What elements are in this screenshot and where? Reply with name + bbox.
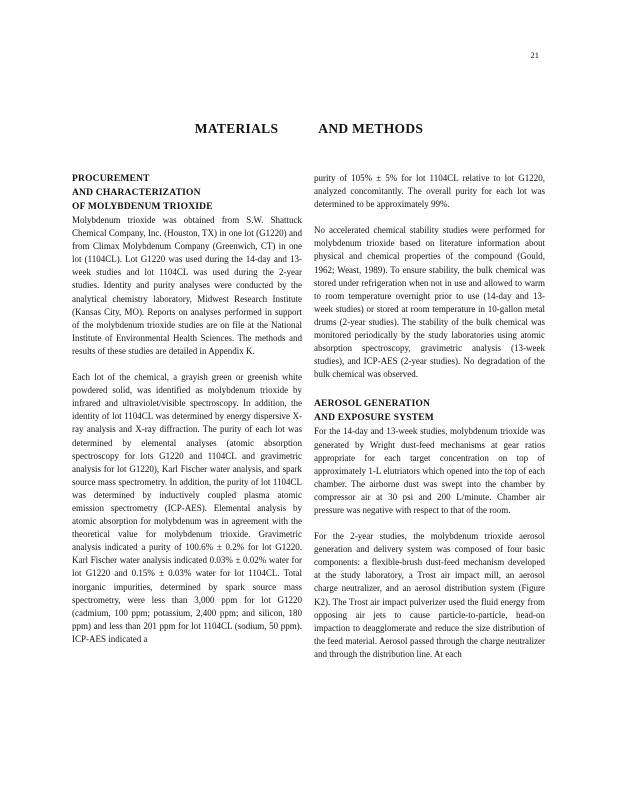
- section-title: [0, 121, 618, 137]
- heading-line: OF MOLYBDENUM TRIOXIDE: [72, 202, 213, 212]
- subsection-heading-procurement: [72, 172, 302, 214]
- paragraph: For the 2-year studies, the molybdenum trioxide aerosol generation and delivery system was composed of four basic components: a flexible-brush dust-feed mechanism developed at the study laboratory, a Trost air impact mill, an aerosol charge neutralizer, and an aerosol distribution system (Figure K2). The Trost air impact pulverizer used the fluid energy from opposing air jets to cause particle-to-particle, head-on impaction to deagglomerate and reduce the size distribution of the feed material. Aerosol passed through the charge neutralizer and through the distribution line. At each: [314, 531, 545, 659]
- paragraph: Each lot of the chemical, a grayish green or greenish white powdered solid, was identified as molybdenum trioxide by infrared and ultraviolet/visible spectroscopy. In addition, the identity of lot 1104CL was determined by energy dispersive X-ray analysis and X-ray diffraction. The purity of each lot was determined by elemental analyses (atomic absorption spectroscopy for lots G1220 and 1104CL and gravimetric analysis for lot G1220), Karl Fischer water analysis, and spark source mass spectrometry. In addition, the purity of lot 1104CL was determined by inductively coupled plasma atomic emission spectrometry (ICP-AES). Elemental analysis by atomic absorption for molybdenum was in agreement with the theoretical value for molybdenum trioxide. Gravimetric analysis indicated a purity of 100.6% ± 0.2% for lot G1220. Karl Fischer water analysis indicated 0.03% ± 0.02% water for lot G1220 and 0.15% ± 0.03% water for lot 1104CL. Total inorganic impurities, determined by spark source mass spectrometry, were less than 3,000 ppm for lot G1220 (cadmium, 100 ppm; potassium, 2,400 ppm; and silicon, 180 ppm) and less than 201 ppm for lot 1104CL (sodium, 50 ppm). ICP-AES indicated a: [72, 372, 302, 644]
- section-title-part1: MATERIALS: [194, 121, 279, 136]
- heading-line: AND CHARACTERIZATION: [72, 188, 201, 198]
- left-column: [72, 172, 302, 659]
- heading-line: AND EXPOSURE SYSTEM: [314, 413, 434, 424]
- right-column: [314, 172, 545, 674]
- paragraph: purity of 105% ± 5% for lot 1104CL relative to lot G1220, analyzed concomitantly. The overall purity for each lot was determined to be approximately 99%.: [314, 173, 545, 210]
- paragraph: No accelerated chemical stability studies were performed for molybdenum trioxide based on literature information about physical and chemical properties of the compound (Gould, 1962; Weast, 1989). To ensure stability, the bulk chemical was stored under refrigeration when not in use and allowed to warm to room temperature overnight prior to use (14-day and 13-week studies) or stored at room temperature in 10-gallon metal drums (2-year studies). The stability of the bulk chemical was monitored periodically by the study laboratories using atomic absorption spectroscopy, gravimetric analysis (13-week studies), and ICP-AES (2-year studies). No degradation of the bulk chemical was observed.: [314, 225, 545, 380]
- paragraph: Molybdenum trioxide was obtained from S.W. Shattuck Chemical Company, Inc. (Houston, TX) in one lot (G1220) and from Climax Molybdenum Company (Greenwich, CT) in one lot (1104CL). Lot G1220 was used during the 14-day and 13-week studies and lot 1104CL was used during the 2-year studies. Identity and purity analyses were conducted by the analytical chemistry laboratory, Midwest Research Institute (Kansas City, MO). Reports on analyses performed in support of the molybdenum trioxide studies are on file at the National Institute of Environmental Health Sciences. The methods and results of these studies are detailed in Appendix K.: [72, 215, 302, 356]
- heading-line: PROCUREMENT: [72, 174, 150, 184]
- page-number: 21: [530, 50, 539, 60]
- subsection-heading-aerosol: [314, 397, 545, 425]
- heading-line: AEROSOL GENERATION: [314, 399, 431, 410]
- section-title-part2: AND METHODS: [318, 121, 424, 136]
- paragraph: For the 14-day and 13-week studies, molybdenum trioxide was generated by Wright dust-feed mechanisms at gear ratios appropriate for each target concentration on top of approximately 1-L elutriators which opened into the top of each chamber. The airborne dust was swept into the chamber by compressor air at 30 psi and 200 L/minute. Chamber air pressure was negative with respect to that of the room.: [314, 426, 545, 515]
